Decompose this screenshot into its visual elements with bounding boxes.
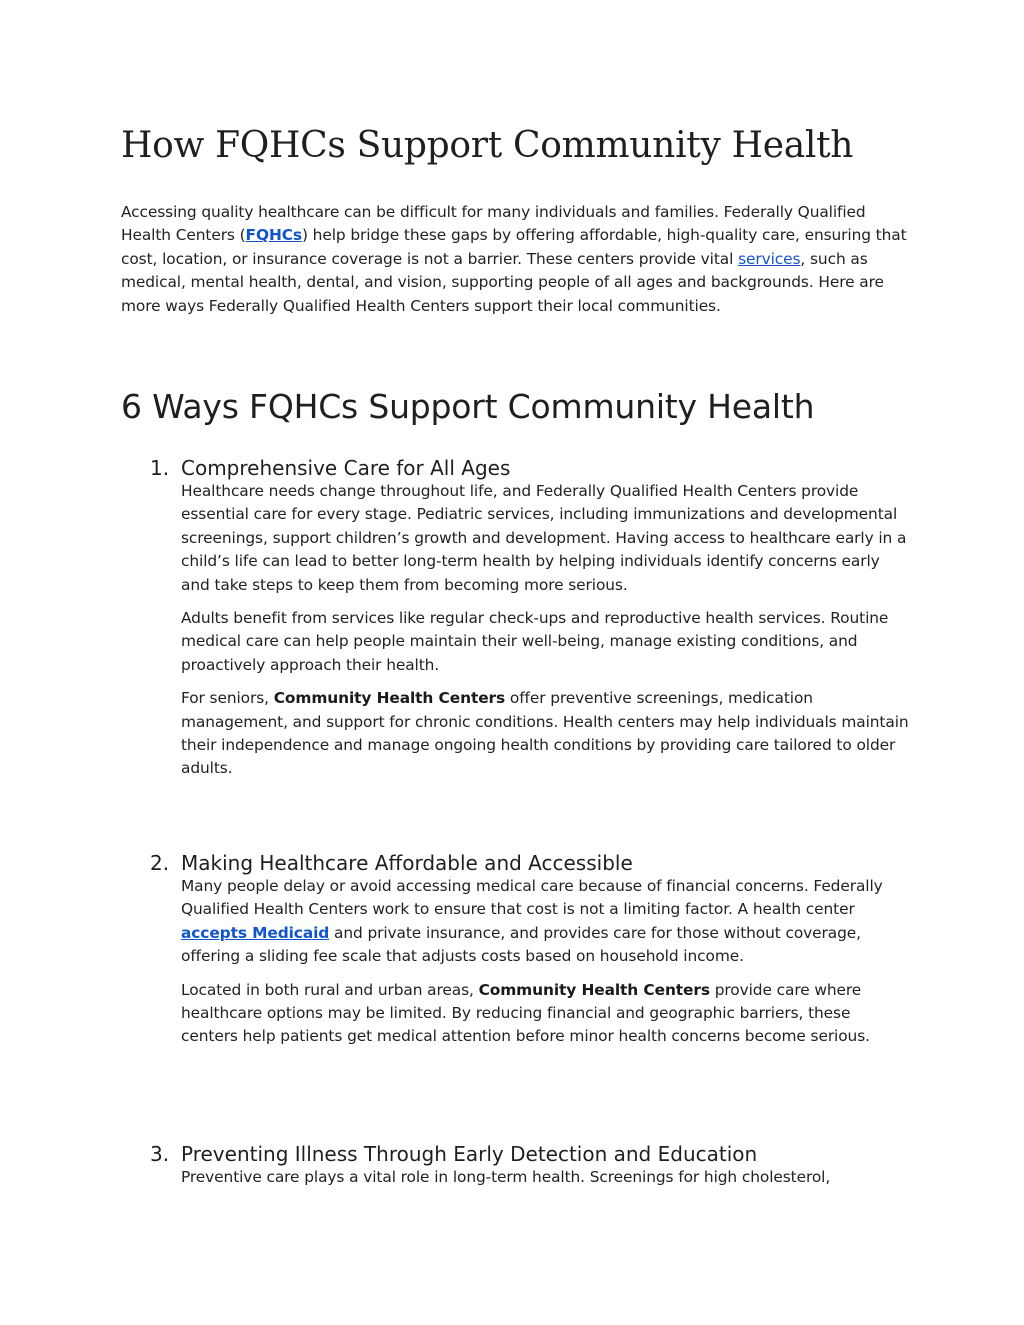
list-item-heading: Making Healthcare Affordable and Accessible xyxy=(181,851,633,875)
list-item-heading: Preventing Illness Through Early Detection and Education xyxy=(181,1142,758,1166)
accepts-medicaid-link[interactable]: accepts Medicaid xyxy=(181,923,330,942)
list-item-paragraph xyxy=(181,607,911,677)
intro-text-2: ) help bridge these gaps by offering affordable, high-quality care, ensuring that cost, location, or insurance coverage is not a barrier. These centers provide vital xyxy=(121,226,907,268)
section-heading: 6 Ways FQHCs Support Community Health xyxy=(121,387,815,426)
list-item-number: 2. xyxy=(150,851,170,875)
bold-term: Community Health Centers xyxy=(273,689,506,708)
paragraph-text: Adults benefit from services like regular check-ups and reproductive health services. Routine medical care can help people maintain their well-being, manage existing conditions, and proactively approach their health. xyxy=(181,609,889,674)
paragraph-text: For seniors, xyxy=(181,689,274,708)
intro-text-1: Accessing quality healthcare can be difficult for many individuals and families. Federally Qualified Health Centers ( xyxy=(121,203,866,245)
paragraph-text: Many people delay or avoid accessing medical care because of financial concerns. Federally Qualified Health Centers work to ensure that cost is not a limiting factor. A health center xyxy=(181,877,883,919)
intro-paragraph xyxy=(121,201,911,318)
fqhcs-link[interactable]: FQHCs xyxy=(245,226,302,245)
list-item-number: 1. xyxy=(150,456,170,480)
services-link[interactable]: services xyxy=(738,249,801,268)
list-item-paragraph: Preventive care plays a vital role in long-term health. Screenings for high cholesterol, xyxy=(181,1168,831,1186)
bold-term: Community Health Centers xyxy=(478,980,710,999)
list-item-number: 3. xyxy=(150,1142,170,1166)
paragraph-text: offer preventive screenings, medication management, and support for chronic conditions. Health centers may help individuals maintain their independence and manage ongoing health conditions by providing care tailored to older adults. xyxy=(181,689,909,778)
page-title: How FQHCs Support Community Health xyxy=(121,125,854,166)
paragraph-text: provide care where healthcare options may be limited. By reducing financial and geographic barriers, these centers help patients get medical attention before minor health concerns become serious. xyxy=(181,980,870,1046)
list-item-body xyxy=(181,480,911,791)
paragraph-text: Located in both rural and urban areas, xyxy=(181,980,479,999)
list-item-paragraph xyxy=(181,687,911,781)
list-item-body xyxy=(181,1166,911,1199)
intro-text-3: , such as medical, mental health, dental, and vision, supporting people of all ages and backgrounds. Here are more ways Federally Qualified Health Centers support their local communities. xyxy=(121,249,884,315)
list-item-paragraph: Healthcare needs change throughout life, and Federally Qualified Health Centers provide essential care for every stage. Pediatric services, including immunizations and developmental screenings, support children’s growth and development. Having access to healthcare early in a child’s life can lead to better long-term health by helping individuals identify concerns early and take steps to keep them from becoming more serious. xyxy=(181,482,907,594)
list-item-paragraph xyxy=(181,979,911,1049)
list-item-body xyxy=(181,875,911,1059)
list-item-paragraph xyxy=(181,875,911,969)
paragraph-text: and private insurance, and provides care for those without coverage, offering a sliding fee scale that adjusts costs based on household income. xyxy=(181,923,861,966)
list-item-heading: Comprehensive Care for All Ages xyxy=(181,456,511,480)
